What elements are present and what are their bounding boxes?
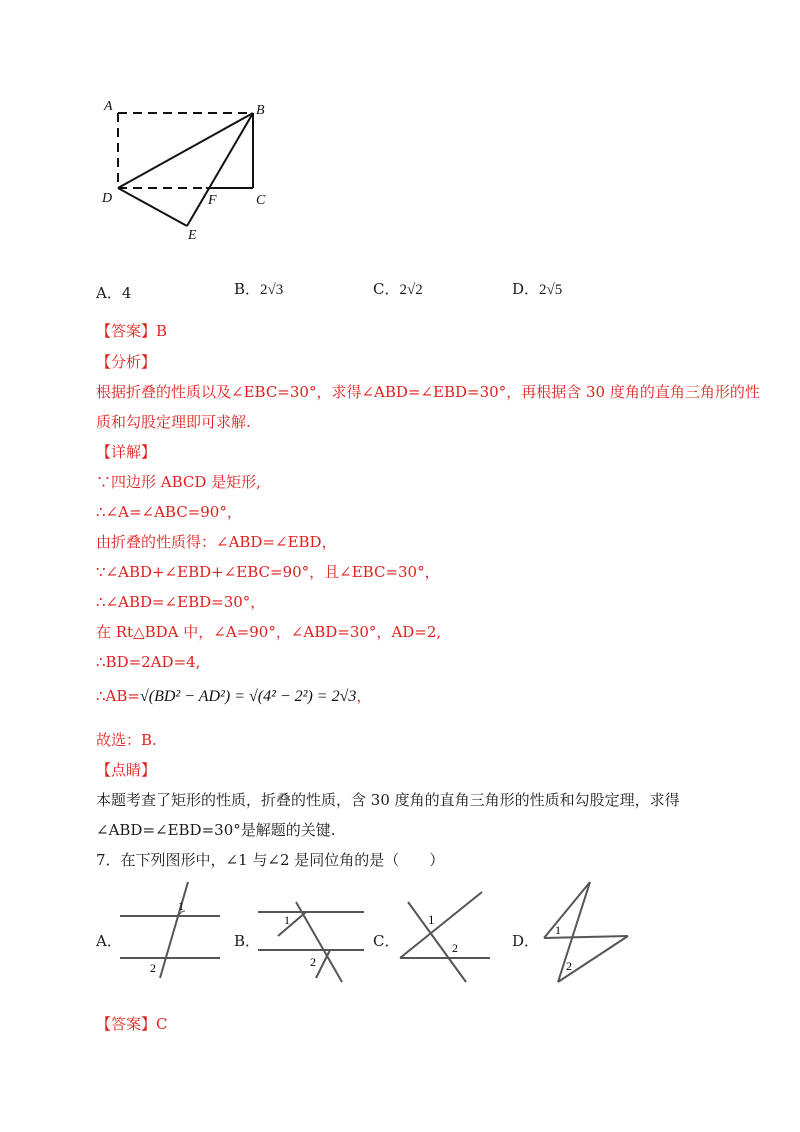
angle-1-label: 1 — [428, 912, 435, 927]
option-letter: A． — [96, 284, 122, 302]
comment-line-2: ∠ABD=∠EBD=30°是解题的关键. — [96, 821, 336, 839]
option-letter: B． — [234, 280, 261, 298]
q7-figure-d — [538, 878, 632, 986]
detail-line-7: ∴BD=2AD=4, — [96, 653, 201, 671]
answer-q7 — [96, 1014, 168, 1034]
answer-q6 — [96, 321, 167, 341]
q7-option-c-letter: C． — [373, 932, 400, 950]
q7-figure-b — [256, 900, 366, 985]
angle-1-label: 1 — [284, 913, 290, 927]
q7-option-d-letter: D． — [512, 932, 540, 950]
analysis-tag: 【分析】 — [96, 353, 157, 371]
option-value: 2√5 — [539, 282, 563, 298]
ab-suffix: ， — [356, 687, 372, 705]
angle-2-label: 2 — [310, 955, 316, 969]
option-letter: D． — [512, 280, 540, 298]
segment-bd — [118, 113, 253, 188]
short-line — [316, 950, 330, 978]
label-b: B — [256, 103, 265, 118]
segment-be — [187, 113, 253, 226]
comment-line-1: 本题考查了矩形的性质，折叠的性质，含 30 度角的直角三角形的性质和勾股定理，求得 — [96, 791, 680, 809]
transversal — [160, 882, 188, 978]
detail-line-3: 由折叠的性质得：∠ABD=∠EBD， — [96, 533, 337, 551]
angle-2-label: 2 — [566, 959, 572, 973]
label-f: F — [208, 193, 217, 208]
answer-value: B — [156, 322, 168, 340]
option-letter: C． — [373, 280, 400, 298]
label-c: C — [256, 193, 266, 208]
angle-1-label: 1 — [178, 899, 184, 913]
label-e: E — [188, 228, 197, 241]
label-a: A — [104, 99, 113, 114]
short-line — [278, 912, 306, 936]
geometry-figure-rectangle — [96, 96, 276, 241]
q7-figure-c — [398, 890, 494, 985]
detail-ab-formula-line — [96, 686, 371, 707]
question-7-stem: 7．在下列图形中，∠1 与∠2 是同位角的是（ ） — [96, 851, 445, 869]
angle-1-label: 1 — [555, 923, 561, 937]
q7-option-b-letter: B． — [234, 932, 261, 950]
detail-line-5: ∴∠ABD=∠EBD=30°， — [96, 593, 266, 611]
segment-de — [118, 188, 187, 226]
option-c — [373, 278, 423, 299]
option-b — [234, 278, 283, 299]
option-value: 2√2 — [399, 282, 423, 298]
detail-choice: 故选：B. — [96, 731, 157, 749]
q7-figure-a — [116, 880, 226, 980]
detail-line-4: ∵∠ABD+∠EBD+∠EBC=90°，且∠EBC=30°， — [96, 563, 440, 581]
option-a — [96, 282, 131, 303]
answer-tag: 【答案】 — [96, 1015, 157, 1033]
detail-line-6: 在 Rt△BDA 中，∠A=90°，∠ABD=30°，AD=2, — [96, 623, 442, 641]
label-d: D — [102, 191, 113, 206]
detail-line-2: ∴∠A=∠ABC=90°， — [96, 503, 242, 521]
option-value: 2√3 — [260, 282, 284, 298]
ab-prefix: ∴AB= — [96, 687, 140, 705]
comment-tag: 【点睛】 — [96, 761, 157, 779]
answer-value: C — [156, 1015, 168, 1033]
segment — [558, 882, 590, 982]
ab-formula: √(BD² − AD²) = √(4² − 2²) = 2√3 — [139, 688, 357, 705]
option-value: 4 — [121, 284, 132, 302]
q7-option-a-letter: A． — [96, 932, 122, 950]
detail-line-1: ∵四边形 ABCD 是矩形, — [96, 473, 261, 491]
analysis-line-1: 根据折叠的性质以及∠EBC=30°，求得∠ABD=∠EBD=30°，再根据含 30 度角的直角三角形的性 — [96, 383, 760, 401]
option-d — [512, 278, 562, 299]
answer-tag: 【答案】 — [96, 322, 157, 340]
detail-tag: 【详解】 — [96, 443, 157, 461]
analysis-line-2: 质和勾股定理即可求解. — [96, 413, 251, 431]
angle-2-label: 2 — [150, 961, 156, 975]
angle-2-label: 2 — [452, 941, 458, 955]
segment — [544, 882, 590, 938]
